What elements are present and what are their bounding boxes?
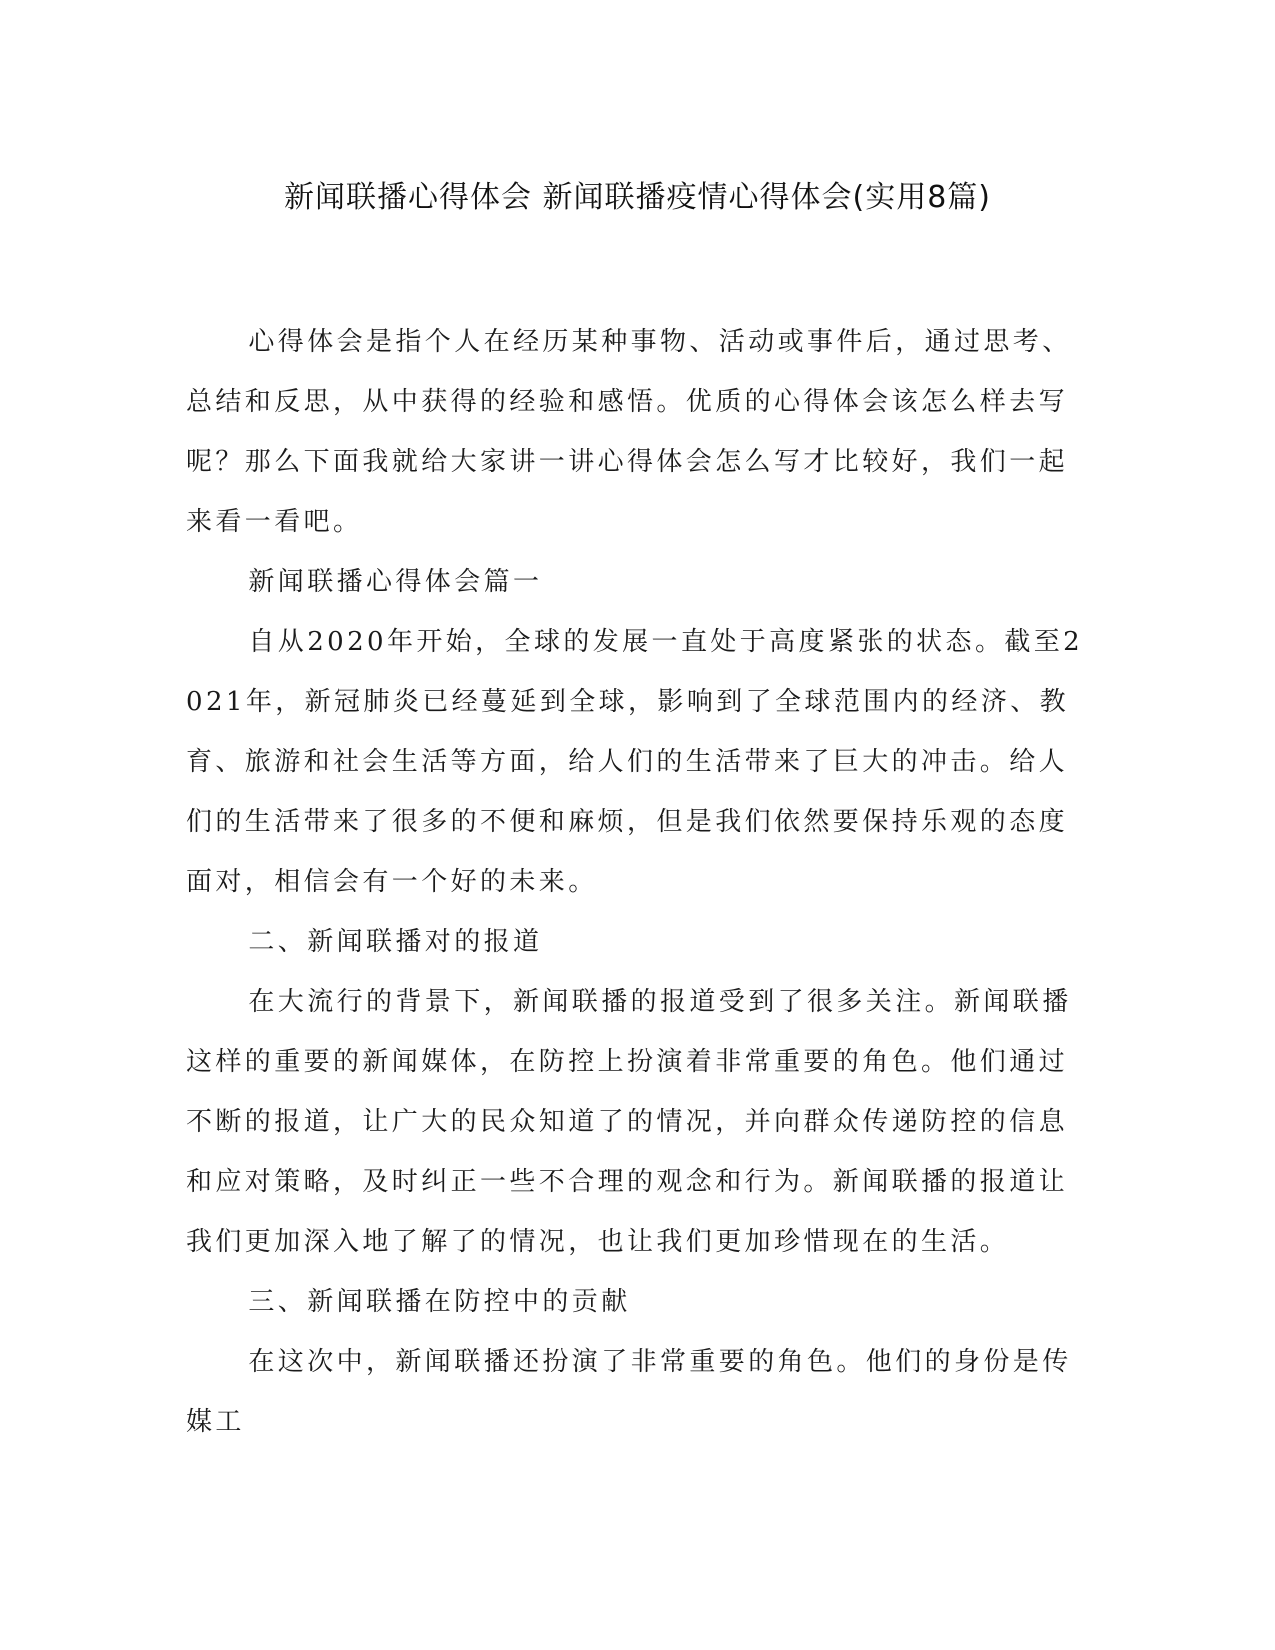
body-paragraph: 在大流行的背景下，新闻联播的报道受到了很多关注。新闻联播这样的重要的新闻媒体，在防控上扮演着非常重要的角色。他们通过不断的报道，让广大的民众知道了的情况，并向群众传递防控的信息和应对策略，及时纠正一些不合理的观念和行为。新闻联播的报道让我们更加深入地了解了的情况，也让我们更加珍惜现在的生活。 [186, 987, 1072, 1257]
section-heading-three: 三、新闻联播在防控中的贡献 [248, 1287, 631, 1317]
body-paragraph: 自从2020年开始，全球的发展一直处于高度紧张的状态。截至2021年，新冠肺炎已经蔓延到全球，影响到了全球范围内的经济、教育、旅游和社会生活等方面，给人们的生活带来了巨大的冲击。给人们的生活带来了很多的不便和麻烦，但是我们依然要保持乐观的态度面对，相信会有一个好的未来。 [186, 627, 1084, 897]
section-heading-two: 二、新闻联播对的报道 [248, 927, 543, 957]
intro-paragraph: 心得体会是指个人在经历某种事物、活动或事件后，通过思考、总结和反思，从中获得的经验和感悟。优质的心得体会该怎么样去写呢？那么下面我就给大家讲一讲心得体会怎么写才比较好，我们一起来看一看吧。 [186, 327, 1072, 537]
document-body [186, 312, 1086, 1452]
document-title: 新闻联播心得体会 新闻联播疫情心得体会(实用8篇) [283, 180, 992, 215]
body-paragraph: 在这次中，新闻联播还扮演了非常重要的角色。他们的身份是传媒工 [186, 1347, 1072, 1437]
section-heading-part-one: 新闻联播心得体会篇一 [248, 567, 543, 597]
